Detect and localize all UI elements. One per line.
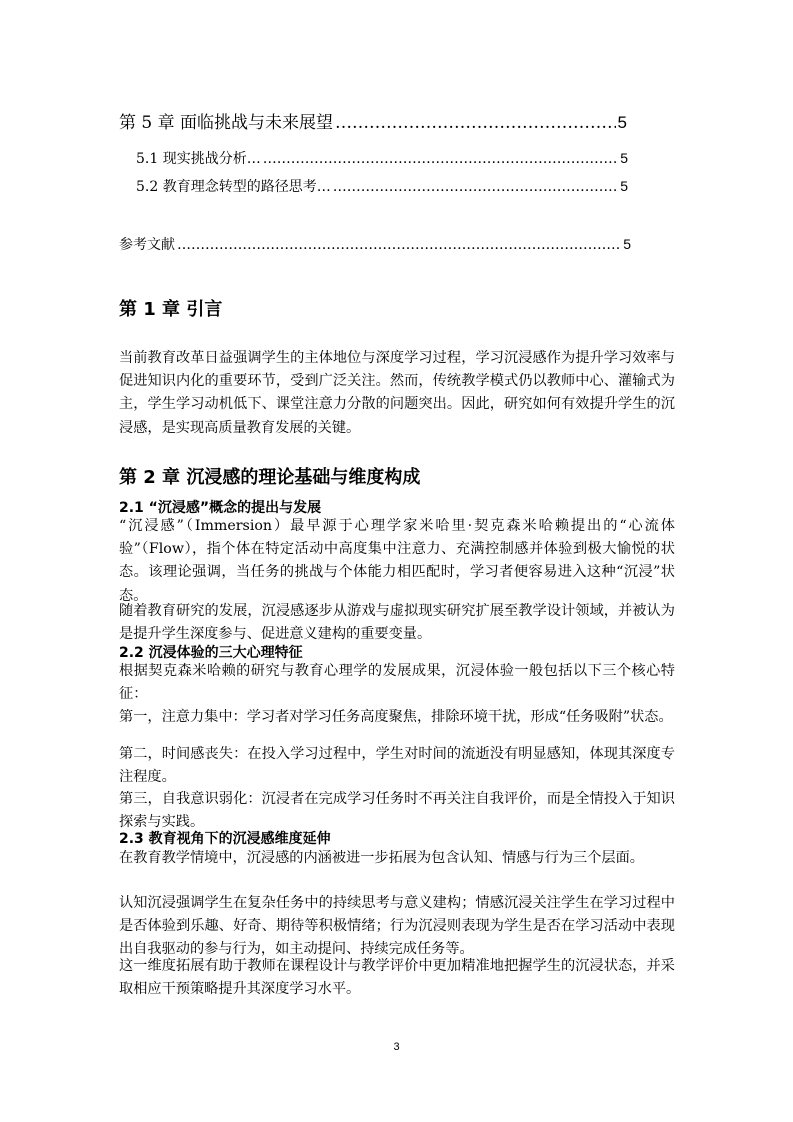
section-2-2-paragraph-2: 第一，注意力集中：学习者对学习任务高度聚焦，排除环境干扰，形成“任务吸附”状态。 <box>119 709 673 725</box>
section-2-2-paragraph-1: 根据契克森米哈赖的研究与教育心理学的发展成果，沉浸体验一般包括以下三个核心特征： <box>119 663 675 703</box>
toc-leader-dots <box>333 179 618 195</box>
toc-chapter-5[interactable] <box>119 108 627 133</box>
toc-chapter-5-page: 5 <box>617 113 627 132</box>
toc-section-5-2[interactable] <box>136 176 628 196</box>
section-2-2-paragraph-3: 第二，时间感丧失：在投入学习过程中，学生对时间的流逝没有明显感知，体现其深度专注程度。 <box>119 746 675 786</box>
toc-leader-dots <box>177 237 621 253</box>
section-2-3-paragraph-3: 这一维度拓展有助于教师在课程设计与教学评价中更加精准地把握学生的沉浸状态，并采取相应干预策略提升其深度学习水平。 <box>119 958 675 998</box>
toc-references[interactable] <box>119 234 631 254</box>
toc-references-page: 5 <box>623 236 631 252</box>
toc-section-5-1-page: 5 <box>620 150 628 166</box>
section-2-1-paragraph-1: “沉浸感”（Immersion）最早源于心理学家米哈里·契克森米哈赖提出的“心流体验”（Flow），指个体在特定活动中高度集中注意力、充满控制感并体验到极大愉悦的状态。该理论强调，当任务的挑战与个体能力相匹配时，学习者便容易进入这种“沉浸”状态。 <box>119 518 675 604</box>
toc-section-5-2-title: 5.2 教育理念转型的路径思考… <box>136 179 331 195</box>
chapter-2-heading: 第 2 章 沉浸感的理论基础与维度构成 <box>119 467 421 488</box>
chapter-1-heading: 第 1 章 引言 <box>119 299 223 320</box>
section-2-3-paragraph-1: 在教育教学情境中，沉浸感的内涵被进一步拓展为包含认知、情感与行为三个层面。 <box>119 850 644 866</box>
toc-chapter-5-title: 第 5 章 面临挑战与未来展望 <box>119 113 334 133</box>
chapter-1-paragraph: 当前教育改革日益强调学生的主体地位与深度学习过程，学习沉浸感作为提升学习效率与促进知识内化的重要环节，受到广泛关注。然而，传统教学模式仍以教师中心、灌输式为主，学生学习动机低下、课堂注意力分散的问题突出。因此，研究如何有效提升学生的沉浸感，是实现高质量教育发展的关键。 <box>119 350 675 436</box>
section-2-2-paragraph-4: 第三，自我意识弱化：沉浸者在完成学习任务时不再关注自我评价，而是全情投入于知识探索与实践。 <box>119 791 675 831</box>
toc-section-5-1[interactable] <box>136 148 628 168</box>
section-2-3-heading: 2.3 教育视角下的沉浸感维度延伸 <box>119 831 331 847</box>
toc-leader-dots <box>335 113 616 133</box>
page-number: 3 <box>393 1041 400 1053</box>
section-2-1-heading: 2.1 “沉浸感”概念的提出与发展 <box>119 500 322 516</box>
section-2-1-paragraph-2: 随着教育研究的发展，沉浸感逐步从游戏与虚拟现实研究扩展至教学设计领域，并被认为是提升学生深度参与、促进意义建构的重要变量。 <box>119 603 675 643</box>
section-2-2-heading: 2.2 沉浸体验的三大心理特征 <box>119 645 303 661</box>
toc-leader-dots <box>263 151 618 167</box>
toc-section-5-2-page: 5 <box>620 178 628 194</box>
section-2-3-paragraph-2: 认知沉浸强调学生在复杂任务中的持续思考与意义建构；情感沉浸关注学生在学习过程中是否体验到乐趣、好奇、期待等积极情绪；行为沉浸则表现为学生是否在学习活动中表现出自我驱动的参与行为，如主动提问、持续完成任务等。 <box>119 895 675 958</box>
toc-section-5-1-title: 5.1 现实挑战分析… <box>136 151 261 167</box>
toc-references-title: 参考文献 <box>119 237 175 253</box>
